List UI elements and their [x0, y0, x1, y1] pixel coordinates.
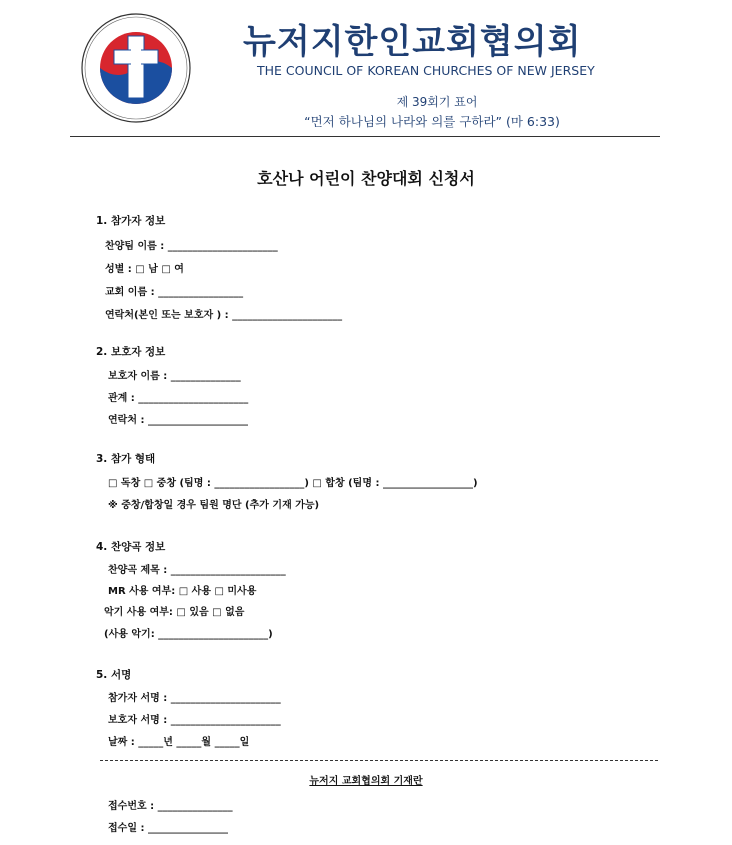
participant-signature-field[interactable]: 참가자 서명 : ______________________ — [108, 693, 281, 704]
theme-heading: 제 39회기 표어 — [396, 95, 478, 109]
gender-checkboxes[interactable]: 성별 : □ 남 □ 여 — [105, 264, 184, 275]
section-heading-participation: 3. 참가 형태 — [96, 453, 156, 465]
organization-name-english: THE COUNCIL OF KOREAN CHURCHES OF NEW JERSEY — [257, 63, 595, 78]
guardian-contact-field[interactable]: 연락처 : ____________________ — [108, 415, 248, 426]
form-title: 호산나 어린이 찬양대회 신청서 — [257, 169, 475, 188]
instrument-usage-checkboxes[interactable]: 악기 사용 여부: □ 있음 □ 없음 — [104, 607, 245, 618]
section-heading-participant: 1. 참가자 정보 — [96, 215, 166, 227]
organization-name-korean: 뉴저지한인교회협의회 — [243, 22, 582, 62]
section-heading-signature: 5. 서명 — [96, 669, 132, 681]
section-heading-guardian: 2. 보호자 정보 — [96, 346, 166, 358]
guardian-signature-field[interactable]: 보호자 서명 : ______________________ — [108, 715, 281, 726]
song-title-field[interactable]: 찬양곡 제목 : _______________________ — [108, 565, 286, 576]
mr-usage-checkboxes[interactable]: MR 사용 여부: □ 사용 □ 미사용 — [108, 586, 257, 597]
office-divider — [100, 760, 658, 761]
participation-type-options[interactable]: □ 독창 □ 중창 (팀명 : __________________) □ 합창 (팀명 : __________________) — [108, 478, 478, 489]
date-field[interactable]: 날짜 : _____년 _____월 _____일 — [108, 737, 250, 748]
relationship-field[interactable]: 관계 : ______________________ — [108, 393, 249, 404]
team-name-field[interactable]: 찬양팀 이름 : ______________________ — [105, 241, 278, 252]
header-divider — [70, 136, 660, 137]
receipt-date-field[interactable]: 접수일 : ________________ — [108, 823, 228, 834]
instrument-field[interactable]: (사용 악기: ______________________) — [104, 629, 273, 640]
guardian-name-field[interactable]: 보호자 이름 : ______________ — [108, 371, 241, 382]
receipt-number-field[interactable]: 접수번호 : _______________ — [108, 801, 233, 812]
participation-note: ※ 중창/합창일 경우 팀원 명단 (추가 기재 가능) — [108, 500, 320, 511]
office-use-title: 뉴저지 교회협의회 기재란 — [309, 776, 423, 787]
contact-field[interactable]: 연락처(본인 또는 보호자 ) : ______________________ — [105, 310, 343, 321]
section-heading-song: 4. 찬양곡 정보 — [96, 541, 166, 553]
church-name-field[interactable]: 교회 이름 : _________________ — [105, 287, 244, 298]
theme-verse: “먼저 하나님의 나라와 의를 구하라” (마 6:33) — [304, 114, 560, 129]
